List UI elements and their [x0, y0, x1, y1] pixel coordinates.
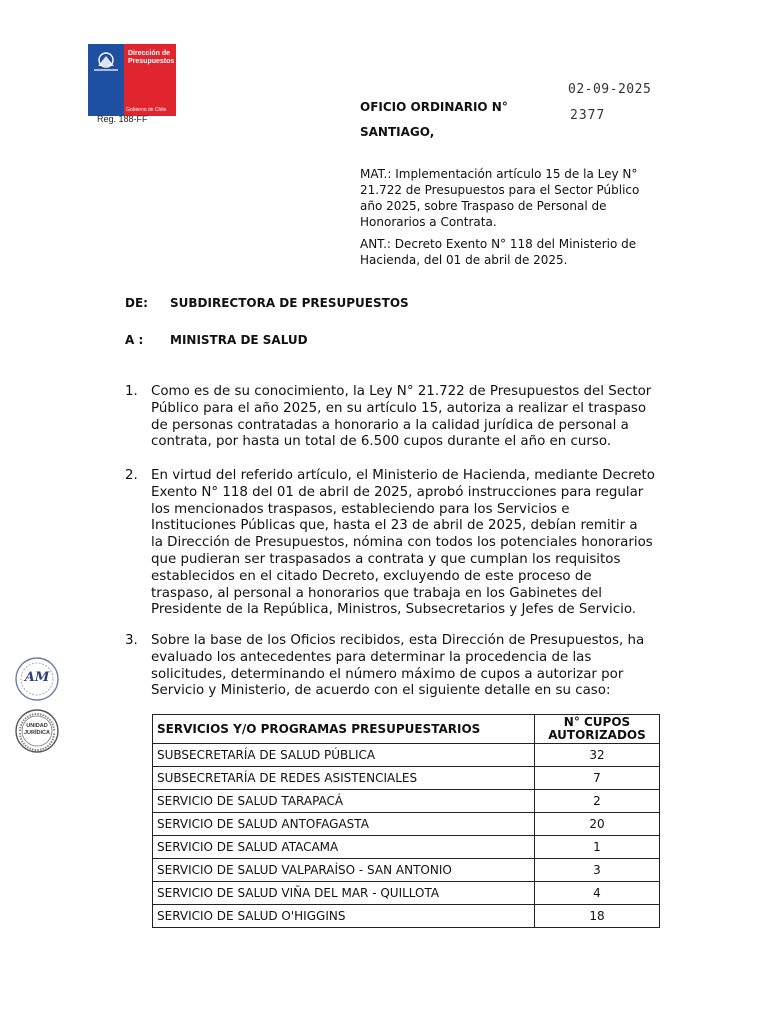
service-name: SERVICIO DE SALUD ANTOFAGASTA — [153, 813, 535, 836]
table-row — [153, 836, 660, 859]
paragraph-line: Como es de su conocimiento, la Ley N° 21.722 de Presupuestos del Sector — [151, 384, 652, 399]
dipres-logo — [88, 44, 176, 116]
paragraph-line: los mencionados traspasos, estableciendo para los Servicios e — [151, 501, 570, 517]
table-row — [153, 905, 660, 928]
paragraph-line: establecidos en el citado Decreto, excluyendo de este proceso de — [151, 568, 592, 584]
service-name: SUBSECRETARÍA DE REDES ASISTENCIALES — [153, 767, 535, 790]
quota-value: 1 — [535, 836, 660, 859]
a-value: MINISTRA DE SALUD — [170, 333, 308, 347]
quota-value: 3 — [535, 859, 660, 882]
paragraph-2 — [151, 468, 660, 619]
mat-line: Honorarios a Contrata. — [360, 215, 497, 229]
paragraph-number: 3. — [125, 633, 138, 648]
table-header-quota — [535, 715, 660, 744]
logo-line1: Dirección de — [128, 50, 171, 57]
ant-line: Hacienda, del 01 de abril de 2025. — [360, 253, 568, 267]
table-row — [153, 767, 660, 790]
paragraph-line: Presidente de la República, Ministros, Subsecretarios y Jefes de Servicio. — [151, 602, 637, 618]
table-row — [153, 813, 660, 836]
initials-text: AM — [24, 670, 50, 685]
table-row — [153, 790, 660, 813]
table-row — [153, 744, 660, 767]
paragraph-line: Exento N° 118 del 01 de abril de 2025, aprobó instrucciones para regular — [151, 484, 644, 500]
service-name: SERVICIO DE SALUD ATACAMA — [153, 836, 535, 859]
oficio-title: OFICIO ORDINARIO N° — [360, 100, 508, 114]
quota-value: 2 — [535, 790, 660, 813]
service-name: SERVICIO DE SALUD TARAPACÁ — [153, 790, 535, 813]
logo-blue-band — [88, 44, 124, 116]
mat-line: 21.722 de Presupuestos para el Sector Público — [360, 183, 640, 197]
table-row — [153, 859, 660, 882]
paragraph-line: Servicio y Ministerio, de acuerdo con el siguiente detalle en su caso: — [151, 683, 611, 699]
de-label: DE: — [125, 296, 148, 310]
paragraph-line: de personas contratadas a honorario a la calidad jurídica de personal a — [151, 417, 629, 433]
paragraph-line: Público para el año 2025, en su artículo 15, autoriza a realizar el traspaso — [151, 400, 647, 416]
place-label: SANTIAGO, — [360, 125, 435, 139]
paragraph-line: la Dirección de Presupuestos, nómina con todos los potenciales honorarios — [151, 535, 653, 551]
service-name: SERVICIO DE SALUD O'HIGGINS — [153, 905, 535, 928]
handwritten-date: 02-09-2025 — [568, 82, 652, 97]
initials-stamp — [14, 656, 60, 702]
table-header-service: SERVICIOS Y/O PROGRAMAS PRESUPUESTARIOS — [153, 715, 535, 744]
table-row — [153, 882, 660, 905]
quota-value: 32 — [535, 744, 660, 767]
table-header-row — [153, 715, 660, 744]
table-header-quota-line2: AUTORIZADOS — [548, 728, 646, 742]
service-name: SUBSECRETARÍA DE SALUD PÚBLICA — [153, 744, 535, 767]
paragraph-line: que pudieran ser traspasados a contrata y que cumplan los requisitos — [151, 551, 621, 567]
paragraph-line: En virtud del referido artículo, el Ministerio de Hacienda, mediante Decreto — [151, 468, 655, 483]
legal-unit-stamp — [14, 708, 60, 754]
quota-value: 20 — [535, 813, 660, 836]
ant-line: ANT.: Decreto Exento N° 118 del Ministerio de — [360, 237, 637, 251]
logo-footer: Gobierno de Chile — [126, 107, 167, 113]
mat-line: año 2025, sobre Traspaso de Personal de — [360, 199, 607, 213]
paragraph-3 — [151, 633, 660, 700]
reg-code: Reg. 188-FF — [97, 114, 148, 124]
ant-block — [360, 236, 660, 268]
quota-value: 4 — [535, 882, 660, 905]
paragraph-line: Instituciones Públicas que, hasta el 23 de abril de 2025, debían remitir a — [151, 518, 638, 534]
paragraph-line: evaluado los antecedentes para determinar la procedencia de las — [151, 649, 592, 665]
mat-line: MAT.: Implementación artículo 15 de la Ley N° — [360, 167, 638, 181]
paragraph-line: Sobre la base de los Oficios recibidos, esta Dirección de Presupuestos, ha — [151, 633, 645, 648]
paragraph-number: 2. — [125, 468, 138, 483]
stamp-line: UNIDAD — [26, 723, 48, 729]
paragraph-1 — [151, 384, 660, 451]
service-name: SERVICIO DE SALUD VIÑA DEL MAR - QUILLOTA — [153, 882, 535, 905]
quota-value: 7 — [535, 767, 660, 790]
paragraph-line: traspaso, al personal a honorarios que trabaja en los Gabinetes del — [151, 585, 602, 601]
quota-table — [152, 714, 660, 928]
quota-value: 18 — [535, 905, 660, 928]
handwritten-number: 2377 — [570, 108, 606, 123]
service-name: SERVICIO DE SALUD VALPARAÍSO - SAN ANTONIO — [153, 859, 535, 882]
logo-line2: Presupuestos — [128, 58, 175, 65]
paragraph-number: 1. — [125, 384, 138, 399]
a-label: A : — [125, 333, 144, 347]
table-header-quota-line1: N° CUPOS — [563, 715, 631, 729]
coat-of-arms-icon — [88, 46, 124, 76]
de-value: SUBDIRECTORA DE PRESUPUESTOS — [170, 296, 409, 310]
paragraph-line: contrata, por hasta un total de 6.500 cupos durante el año en curso. — [151, 434, 612, 450]
mat-block — [360, 166, 660, 230]
stamp-line: JURÍDICA — [24, 730, 50, 736]
paragraph-line: solicitudes, determinando el número máximo de cupos a autorizar por — [151, 666, 624, 682]
